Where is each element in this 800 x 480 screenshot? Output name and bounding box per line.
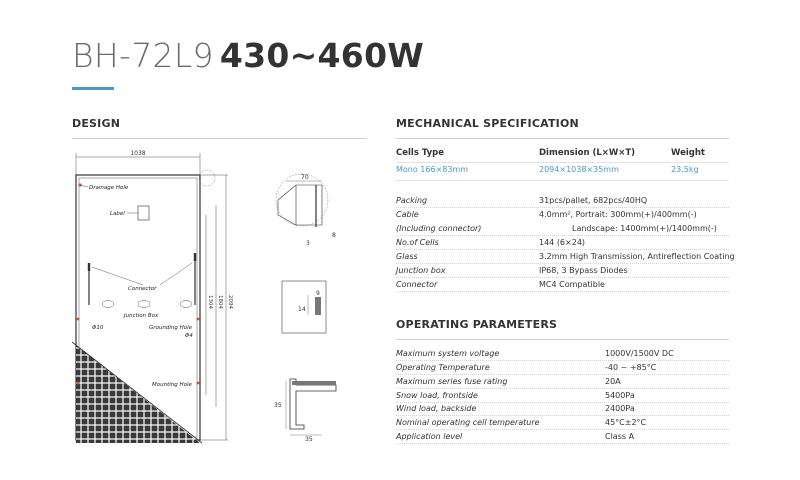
including-connector-label: (Including connector): [396, 224, 482, 233]
mounting-label: Mounting Hole: [152, 382, 192, 388]
label-plate: [138, 206, 149, 220]
fuse-rating-value: 20A: [605, 377, 621, 386]
op-sep-1: [396, 360, 729, 361]
val-cells-type: Mono 166×83mm: [396, 165, 469, 174]
op-sep-4: [396, 402, 729, 403]
mech-header-rule: [396, 162, 729, 163]
cable-label: Cable: [396, 210, 419, 219]
d3-label: 3: [306, 240, 310, 247]
op-sep-6: [396, 429, 729, 430]
op-sep-7: [396, 443, 729, 444]
mechanical-rule: [396, 138, 729, 139]
val-weight: 23.5kg: [671, 165, 699, 174]
side-profile: [282, 281, 326, 333]
width-dimension: [76, 150, 200, 175]
operating-rule: [396, 339, 729, 340]
mech-sep-6: [396, 291, 729, 292]
phi10-label: Φ10: [92, 325, 104, 331]
cells-count-label: No.of Cells: [396, 238, 439, 247]
label-text: Label: [110, 211, 125, 217]
mech-sep-1: [396, 207, 729, 208]
operating-temp-value: -40 ~ +85°C: [605, 363, 657, 372]
operating-temp-label: Operating Temperature: [396, 363, 490, 372]
title-underline: [72, 87, 114, 90]
mech-sep-3: [396, 249, 729, 250]
panel-drawing: [60, 145, 360, 445]
fuse-rating-label: Maximum series fuse rating: [396, 377, 508, 386]
col-weight: Weight: [671, 148, 705, 158]
d9-label: 9: [316, 290, 320, 297]
op-sep-5: [396, 415, 729, 416]
design-heading: DESIGN: [72, 117, 121, 130]
max-voltage-value: 1000V/1500V DC: [605, 349, 674, 358]
glass-value: 3.2mm High Transmission, Antireflection Coating: [539, 252, 735, 261]
width-label: 1038: [130, 150, 146, 157]
packing-value: 31pcs/pallet, 682pcs/40HQ: [539, 196, 648, 205]
op-sep-2: [396, 374, 729, 375]
power-range: 430~460W: [219, 36, 425, 75]
op-sep-3: [396, 388, 729, 389]
d14-label: 14: [298, 306, 306, 313]
drainage-label: Drainage Hole: [89, 185, 129, 191]
mech-values-rule: [396, 180, 729, 181]
wind-load-label: Wind load, backside: [396, 404, 477, 413]
snow-load-label: Snow load, frontside: [396, 391, 478, 400]
noct-value: 45°C±2°C: [605, 418, 647, 427]
application-level-label: Application level: [396, 432, 463, 441]
corner-detail: [276, 174, 336, 247]
packing-label: Packing: [396, 196, 428, 205]
grounding-label: Grounding Hole: [149, 325, 193, 331]
d70-label: 70: [301, 174, 309, 181]
phi4-label: Φ4: [185, 333, 193, 339]
col-cells-type: Cells Type: [396, 148, 445, 158]
col-dimension: Dimension (L×W×T): [539, 148, 636, 158]
connector-label: Connector: [128, 286, 157, 292]
junction-box-value: IP68, 3 Bypass Diodes: [539, 266, 628, 275]
junction-box-label: Junction box: [396, 266, 446, 275]
mech-sep-4: [396, 263, 729, 264]
landscape-value: Landscape: 1400mm(+)/1400mm(-): [572, 224, 717, 233]
d35b-label: 35: [305, 436, 313, 443]
model-name: BH-72L9: [72, 36, 214, 75]
mech-sep-5: [396, 277, 729, 278]
cable-value: 4.0mm², Portrait: 300mm(+)/400mm(-): [539, 210, 697, 219]
height2-label: 1804: [217, 295, 223, 309]
glass-label: Glass: [396, 252, 418, 261]
max-voltage-label: Maximum system voltage: [396, 349, 500, 358]
operating-heading: OPERATING PARAMETERS: [396, 318, 558, 331]
d35a-label: 35: [274, 402, 282, 409]
application-level-value: Class A: [605, 432, 635, 441]
height1-label: 2094: [227, 295, 233, 309]
connector-label: Connector: [396, 280, 438, 289]
noct-label: Nominal operating cell temperature: [396, 418, 540, 427]
junction-label: Junction Box: [124, 313, 159, 319]
wind-load-value: 2400Pa: [605, 404, 635, 413]
connector-value: MC4 Compatible: [539, 280, 605, 289]
mechanical-heading: MECHANICAL SPECIFICATION: [396, 117, 579, 130]
d8-label: 8: [332, 232, 336, 239]
val-dimension: 2094×1038×35mm: [539, 165, 619, 174]
snow-load-value: 5400Pa: [605, 391, 635, 400]
page-title: [72, 36, 424, 76]
height3-label: 1304: [207, 295, 213, 309]
frame-section: [274, 379, 336, 443]
cells-count-value: 144 (6×24): [539, 238, 586, 247]
design-rule: [72, 138, 367, 139]
mech-sep-2: [396, 235, 729, 236]
